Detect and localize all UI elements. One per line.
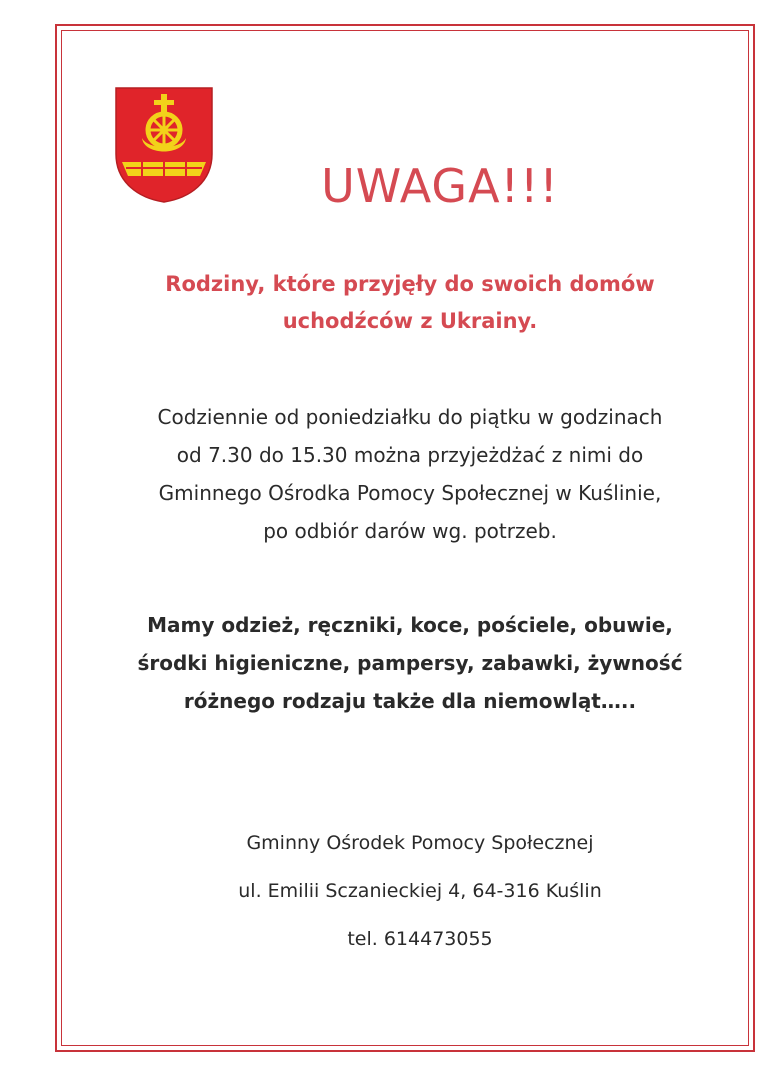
coat-of-arms-icon bbox=[112, 84, 216, 204]
body-line: od 7.30 do 15.30 można przyjeżdżać z nimi do bbox=[176, 443, 644, 467]
items-line: różnego rodzaju także dla niemowląt….. bbox=[183, 689, 637, 713]
page-title: UWAGA!!! bbox=[321, 159, 559, 213]
contact-phone: tel. 614473055 bbox=[347, 928, 493, 950]
items-line: środki higieniczne, pampersy, zabawki, żywność bbox=[137, 651, 683, 675]
body-line: Codziennie od poniedziałku do piątku w godzinach bbox=[157, 405, 663, 429]
subtitle bbox=[100, 266, 720, 340]
body-line: Gminnego Ośrodka Pomocy Społecznej w Kuślinie, bbox=[158, 481, 662, 505]
available-items-text bbox=[90, 606, 730, 720]
subtitle-line: uchodźców z Ukrainy. bbox=[282, 309, 538, 333]
body-line: po odbiór darów wg. potrzeb. bbox=[263, 519, 557, 543]
contact-name: Gminny Ośrodek Pomocy Społecznej bbox=[246, 832, 594, 854]
subtitle-line: Rodziny, które przyjęły do swoich domów bbox=[165, 272, 655, 296]
items-line: Mamy odzież, ręczniki, koce, pościele, obuwie, bbox=[147, 613, 673, 637]
contact-address: ul. Emilii Sczanieckiej 4, 64-316 Kuślin bbox=[238, 880, 602, 902]
opening-hours-text bbox=[90, 398, 730, 550]
